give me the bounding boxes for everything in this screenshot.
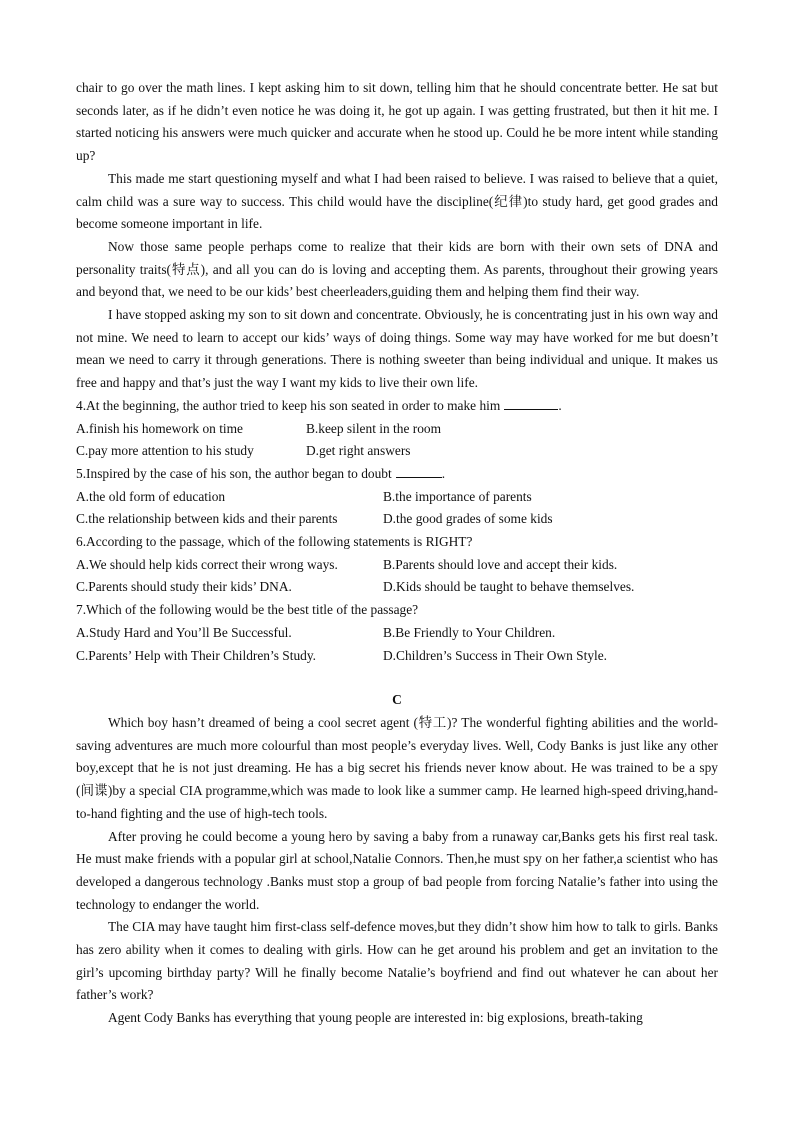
question-6-options-row <box>76 576 718 599</box>
question-7 <box>76 599 718 622</box>
question-5 <box>76 463 718 486</box>
question-stem: 5.Inspired by the case of his son, the author began to doubt <box>76 465 392 481</box>
question-4 <box>76 395 718 418</box>
option-d: D.the good grades of some kids <box>383 511 553 527</box>
option-a: A.the old form of education <box>76 488 226 504</box>
question-7-options-row <box>76 622 718 645</box>
option-c: C.Parents should study their kids’ DNA. <box>76 579 292 595</box>
passage-b-paragraph: Now those same people perhaps come to realize that their kids are born with their own sets of DNA and personality traits(特点), and all you can do is loving and accepting them. As parents, throughout their growing years and beyond that, we need to be our kids’ best cheerleaders,guiding them and helping them find their way. <box>76 238 718 300</box>
passage-b-paragraph: chair to go over the math lines. I kept asking him to sit down, telling him that he should concentrate better. He sat but seconds later, as if he didn’t even notice he was doing it, he got up again. I was getting frustrated, but then it hit me. I started noticing his answers were much quicker and accurate when he stood up. Could he be more intent while standing up? <box>76 80 718 164</box>
question-4-options-row <box>76 440 718 463</box>
option-a: A.We should help kids correct their wrong ways. <box>76 556 338 572</box>
question-stem: 7.Which of the following would be the best title of the passage? <box>76 602 419 618</box>
question-5-options-row <box>76 508 718 531</box>
passage-c-paragraph: After proving he could become a young hero by saving a baby from a runaway car,Banks gets his first real task. He must make friends with a popular girl at school,Natalie Connors. Then,he must spy on her father,a scientist who has developed a dangerous technology .Banks must stop a group of bad people from forcing Natalie’s father into using the technology to endanger the world. <box>76 828 718 912</box>
option-a: A.finish his homework on time <box>76 420 243 436</box>
option-b: B.keep silent in the room <box>306 420 441 436</box>
option-c: C.pay more attention to his study <box>76 443 254 459</box>
passage-c-paragraph: Which boy hasn’t dreamed of being a cool secret agent (特工)? The wonderful fighting abilities and the world-saving adventures are much more colourful than most people’s everyday lives. Well, Cody Banks is just like any other boy,except that he is not just dreaming. He has a big secret his friends never know about. He was trained to be a spy (间谍)by a special CIA programme,which was made to look like a summer camp. He learned high-speed driving,hand-to-hand fighting and the use of high-tech tools. <box>76 714 718 821</box>
question-stem-end: . <box>558 397 562 413</box>
exam-page <box>76 77 718 1030</box>
question-stem: 4.At the beginning, the author tried to keep his son seated in order to make him <box>76 397 501 413</box>
question-stem: 6.According to the passage, which of the following statements is RIGHT? <box>76 534 473 550</box>
option-c: C.Parents’ Help with Their Children’s Study. <box>76 647 317 663</box>
option-b: B.Parents should love and accept their kids. <box>383 556 618 572</box>
option-c: C.the relationship between kids and their parents <box>76 511 338 527</box>
option-a: A.Study Hard and You’ll Be Successful. <box>76 624 292 640</box>
option-b: B.Be Friendly to Your Children. <box>383 624 556 640</box>
question-4-options-row <box>76 418 718 441</box>
question-5-options-row <box>76 486 718 509</box>
option-d: D.Kids should be taught to behave themselves. <box>383 579 635 595</box>
section-c-title: C <box>392 692 402 708</box>
question-6-options-row <box>76 554 718 577</box>
question-7-options-row <box>76 645 718 668</box>
passage-b-paragraph: This made me start questioning myself and what I had been raised to believe. I was raised to believe that a quiet, calm child was a sure way to success. This child would have the discipline(纪律)to study hard, get good grades and become someone important in life. <box>76 170 718 232</box>
answer-blank <box>504 397 558 410</box>
passage-b-paragraph: I have stopped asking my son to sit down and concentrate. Obviously, he is concentrating just in his own way and not mine. We need to learn to accept our kids’ ways of doing things. Some way may have worked for me but doesn’t mean we need to carry it through generations. There is nothing sweeter than being individual and unique. It makes us free and happy and that’s just the way I want my kids to live their own life. <box>76 307 718 391</box>
option-d: D.get right answers <box>306 443 411 459</box>
question-6 <box>76 531 718 554</box>
passage-c-paragraph: The CIA may have taught him first-class self-defence moves,but they didn’t show him how to talk to girls. Banks has zero ability when it comes to dealing with girls. How can he get around his problem and get an invitation to the girl’s upcoming birthday party? Will he finally become Natalie’s boyfriend and find out whatever he can about her father’s work? <box>76 919 718 1003</box>
option-d: D.Children’s Success in Their Own Style. <box>383 647 608 663</box>
answer-blank <box>396 465 442 478</box>
passage-c-paragraph: Agent Cody Banks has everything that young people are interested in: big explosions, breath-taking <box>108 1010 643 1026</box>
option-b: B.the importance of parents <box>383 488 532 504</box>
question-stem-end: . <box>441 465 446 481</box>
